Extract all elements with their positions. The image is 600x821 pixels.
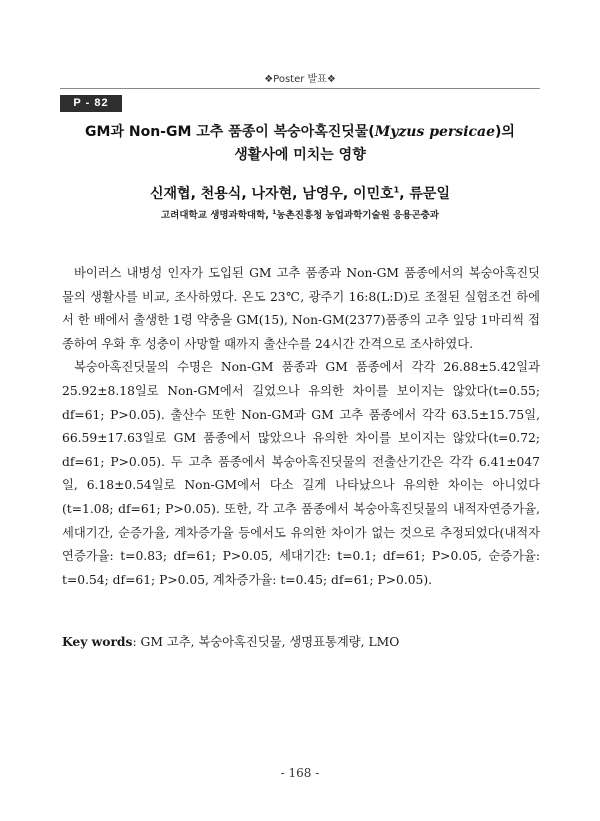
title-line-2: 생활사에 미치는 영향 (234, 147, 366, 163)
author-list (60, 183, 540, 203)
species-name: Myzus persicae (374, 124, 496, 140)
affiliation-primary: 고려대학교 생명과학대학, (161, 210, 273, 221)
running-header: ❖Poster 발표❖ (264, 74, 336, 85)
title-prefix: GM과 Non-GM 고추 품종이 복숭아혹진딧물( (85, 124, 375, 140)
abstract-paragraph-2: 복숭아혹진딧물의 수명은 Non-GM 품종과 GM 품종에서 각각 26.88±5.42일과 25.92±8.18일로 Non-GM에서 길었으나 유의한 차이를 보이지는 않았다(t=0.55; df=61; P>0.05). 출산수 또한 Non-GM과 GM 고추 품종에서 각각 63.5±15.75일, 66.59±17.63일로 GM 품종에서 많았으나 유의한 차이를 보이지는 않았다(t=0.72; df=61; P>0.05). 두 고추 품종에서 복숭아혹진딧물의 전출산기간은 각각 6.41±047일, 6.18±0.54일로 Non-GM에서 다소 길게 나타났으나 유의한 차이는 아니었다(t=1.08; df=61; P>0.05). 또한, 각 고추 품종에서 복숭아혹진딧물의 내적자연증가율, 세대기간, 순증가율, 계차증가율 등에서도 유의한 차이가 없는 것으로 추정되었다(내적자연증가율: t=0.83; df=61; P>0.05, 세대기간: t=0.1; df=61; P>0.05, 순증가율: t=0.54; df=61; P>0.05, 계차증가율: t=0.45; df=61; P>0.05). (62, 360, 540, 587)
affiliation-mark: 1 (272, 208, 277, 216)
affiliation (60, 207, 540, 221)
abstract-body (62, 262, 540, 592)
poster-id-badge: P - 82 (60, 95, 122, 112)
keywords-text: : GM 고추, 복숭아혹진딧물, 생명표통계량, LMO (132, 635, 400, 649)
title-line-1 (60, 121, 540, 144)
author-affiliation-mark: 1 (393, 185, 400, 195)
abstract-paragraph-1: 바이러스 내병성 인자가 도입된 GM 고추 품종과 Non-GM 품종에서의 복숭아혹진딧물의 생활사를 비교, 조사하였다. 온도 23℃, 광주기 16:8(L:D)로 조절된 실험조건 하에서 한 배에서 출생한 1령 약충을 GM(15), Non-GM(2377)품종의 고추 잎당 1마리씩 접종하여 우화 후 성충이 사망할 때까지 출산수를 24시간 간격으로 조사하였다. (62, 266, 540, 351)
header-divider (60, 88, 540, 89)
keywords (62, 632, 540, 652)
affiliation-secondary: 농촌진흥청 농업과학기술원 응용곤충과 (276, 210, 439, 221)
author-names: 신재협, 천용식, 나자현, 남영우, 이민호 (150, 186, 394, 202)
author-names-last: , 류문일 (399, 186, 450, 202)
paper-title (60, 121, 540, 167)
page-number: - 168 - (280, 766, 320, 780)
keywords-label: Key words (62, 634, 133, 649)
title-suffix: )의 (495, 124, 515, 140)
